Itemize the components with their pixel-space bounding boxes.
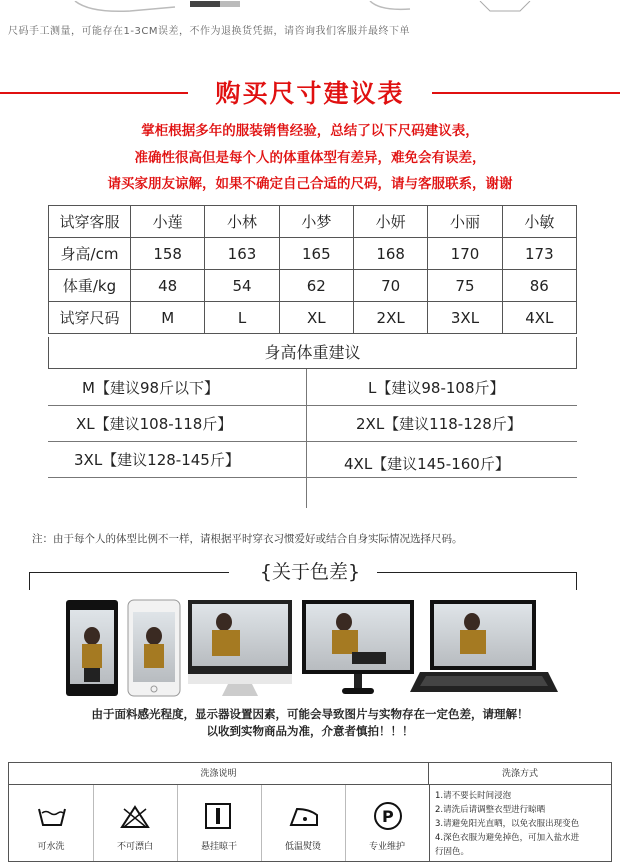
suggestion-heading: 身高体重建议 bbox=[48, 337, 577, 369]
suggestion-row-divider bbox=[306, 477, 577, 478]
size-table-row bbox=[49, 270, 577, 302]
wash-label: 可水洗 bbox=[37, 842, 65, 852]
wash-tip: 4.深色衣服为避免掉色，可加入盐水进 bbox=[435, 833, 580, 843]
size-cell: 小妍 bbox=[353, 206, 427, 238]
measurement-note: 尺码手工测量，可能存在1-3CM误差，不作为退换货凭据，请咨询我们客服并最终下单 bbox=[8, 26, 410, 37]
size-cell: 2XL bbox=[353, 302, 427, 334]
size-cell: 48 bbox=[131, 270, 205, 302]
size-cell: 3XL bbox=[428, 302, 502, 334]
phone-white-icon bbox=[128, 600, 180, 696]
size-cell: XL bbox=[279, 302, 353, 334]
intro-line-3: 请买家朋友谅解，如果不确定自己合适的尺码，请与客服联系，谢谢 bbox=[107, 176, 513, 192]
hang-dry-icon bbox=[205, 803, 231, 829]
laptop-icon bbox=[410, 600, 558, 692]
size-row-label: 身高/cm bbox=[49, 238, 131, 270]
wash-label: 悬挂晾干 bbox=[200, 842, 237, 852]
size-cell: 168 bbox=[353, 238, 427, 270]
size-table-row bbox=[49, 206, 577, 238]
size-cell: 62 bbox=[279, 270, 353, 302]
suggestion-divider bbox=[306, 369, 307, 508]
size-table-row bbox=[49, 238, 577, 270]
desktop-monitor-icon bbox=[188, 600, 292, 696]
phone-black-icon bbox=[66, 600, 118, 696]
hand-wash-icon bbox=[37, 805, 67, 829]
size-cell: 173 bbox=[502, 238, 576, 270]
suggestion-item: L【建议98-108斤】 bbox=[368, 379, 505, 397]
wash-label: 专业维护 bbox=[368, 842, 405, 852]
size-row-label: 体重/kg bbox=[49, 270, 131, 302]
wash-left-header: 洗涤说明 bbox=[9, 763, 429, 785]
wash-label: 不可漂白 bbox=[116, 842, 153, 852]
size-row-label: 试穿尺码 bbox=[49, 302, 131, 334]
size-cell: 70 bbox=[353, 270, 427, 302]
suggestion-item: XL【建议108-118斤】 bbox=[76, 415, 233, 433]
wash-divider bbox=[429, 785, 430, 861]
lcd-monitor-icon bbox=[302, 600, 414, 694]
suggestion-item: 3XL【建议128-145斤】 bbox=[74, 451, 240, 469]
color-section-title: {关于色差} bbox=[259, 561, 361, 583]
wash-right-header: 洗涤方式 bbox=[429, 763, 611, 785]
size-cell: M bbox=[131, 302, 205, 334]
dry-clean-icon bbox=[373, 801, 403, 831]
size-cell: 158 bbox=[131, 238, 205, 270]
no-bleach-icon bbox=[120, 805, 150, 829]
wash-label: 低温熨烫 bbox=[284, 842, 321, 852]
size-row-label: 试穿客服 bbox=[49, 206, 131, 238]
size-table bbox=[48, 205, 577, 334]
svg-text:P: P bbox=[382, 807, 394, 826]
size-cell: L bbox=[205, 302, 279, 334]
wash-tip: 2.请洗后请调整衣型进行晾晒 bbox=[435, 805, 546, 815]
device-comparison-image bbox=[62, 596, 562, 700]
size-cell: 86 bbox=[502, 270, 576, 302]
size-cell: 小敏 bbox=[502, 206, 576, 238]
low-iron-icon bbox=[287, 805, 321, 829]
color-note-line-2: 以收到实物商品为准，介意者慎拍！！！ bbox=[206, 724, 414, 738]
size-cell: 小林 bbox=[205, 206, 279, 238]
suggestion-item: M【建议98斤以下】 bbox=[82, 379, 220, 397]
height-weight-suggestion bbox=[48, 337, 577, 508]
body-type-note: 注：由于每个人的体型比例不一样，请根据平时穿衣习惯爱好或结合自身实际情况选择尺码。 bbox=[32, 533, 463, 545]
size-cell: 54 bbox=[205, 270, 279, 302]
cropped-product-illustration bbox=[0, 1, 620, 14]
suggestion-row-divider bbox=[48, 477, 306, 478]
size-cell: 165 bbox=[279, 238, 353, 270]
cropped-product-strip bbox=[0, 0, 620, 14]
suggestion-item: 2XL【建议118-128斤】 bbox=[356, 415, 522, 433]
wash-tip: 3.请避免阳光直晒，以免衣服出现变色 bbox=[435, 819, 580, 829]
suggestion-item: 4XL【建议145-160斤】 bbox=[344, 455, 510, 473]
size-cell: 小丽 bbox=[428, 206, 502, 238]
suggestion-row-divider bbox=[48, 441, 577, 442]
size-cell: 小梦 bbox=[279, 206, 353, 238]
suggestion-row-divider bbox=[48, 405, 577, 406]
size-cell: 小莲 bbox=[131, 206, 205, 238]
size-cell: 163 bbox=[205, 238, 279, 270]
size-cell: 4XL bbox=[502, 302, 576, 334]
color-note-line-1: 由于面料感光程度，显示器设置因素，可能会导致图片与实物存在一定色差，请理解！ bbox=[91, 707, 529, 721]
washing-instructions bbox=[8, 762, 612, 862]
size-cell: 170 bbox=[428, 238, 502, 270]
size-cell: 75 bbox=[428, 270, 502, 302]
intro-line-1: 掌柜根据多年的服装销售经验，总结了以下尺码建议表， bbox=[141, 123, 479, 139]
wash-tip: 1.请不要长时间浸泡 bbox=[435, 791, 512, 801]
wash-tip: 行固色。 bbox=[435, 847, 470, 857]
page-title: 购买尺寸建议表 bbox=[215, 79, 405, 108]
intro-line-2: 准确性很高但是每个人的体重体型有差异，难免会有误差， bbox=[134, 150, 486, 166]
size-table-row bbox=[49, 302, 577, 334]
